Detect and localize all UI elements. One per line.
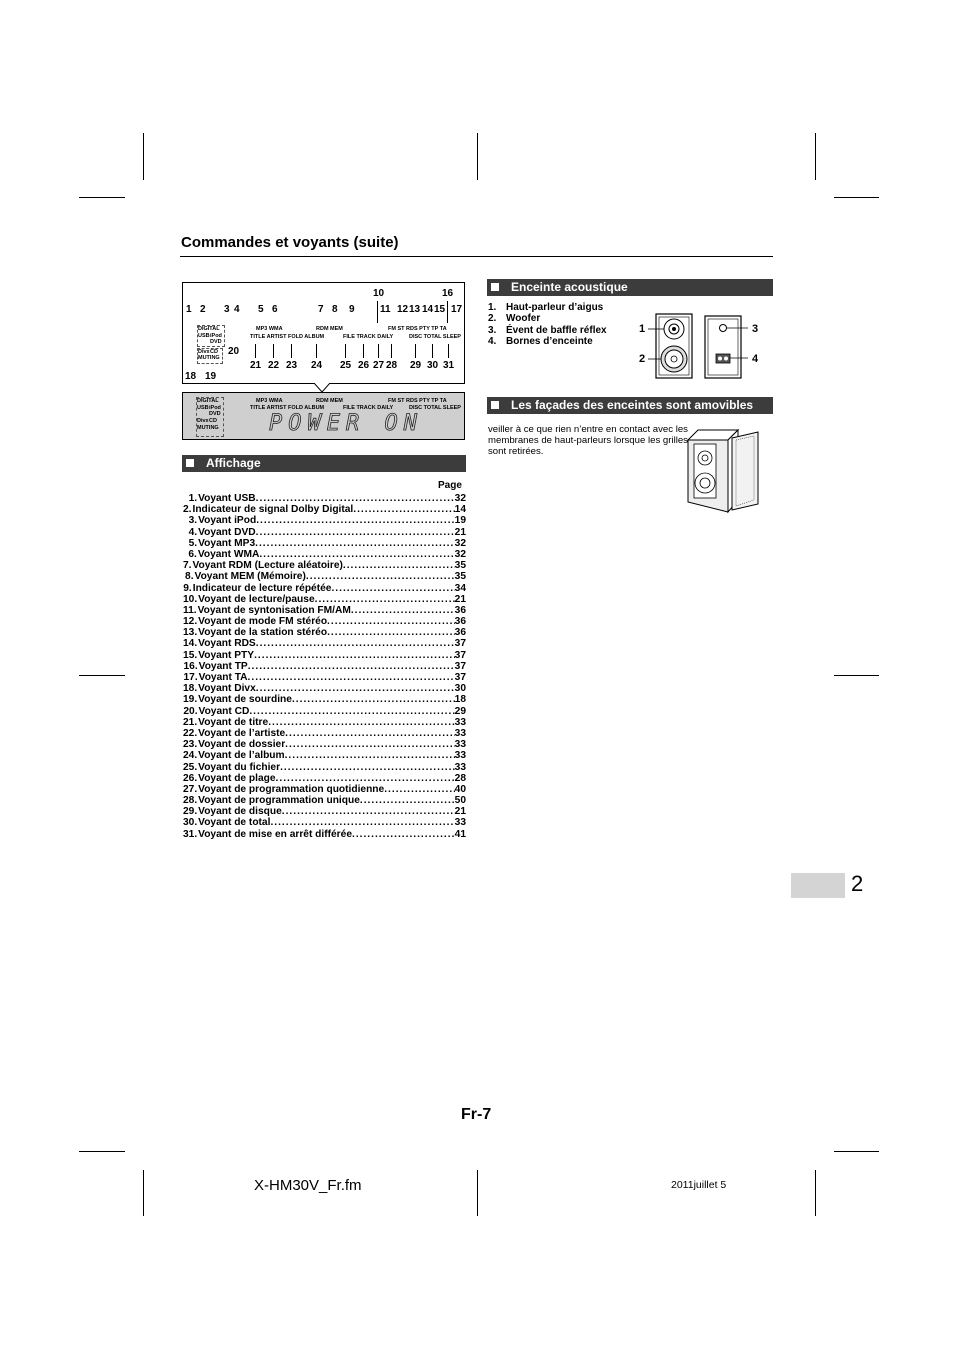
item-label: Voyant de programmation unique [198, 795, 360, 807]
list-item [183, 829, 466, 840]
indicator-row1b: RDM MEM [316, 326, 343, 332]
lcd-indicator-row2b: FILE TRACK DAILY [343, 405, 394, 411]
leader-dots [256, 515, 454, 526]
item-number: 23. [183, 739, 198, 751]
leader-dots [256, 527, 455, 538]
list-item [183, 661, 466, 672]
item-page: 21 [454, 526, 466, 538]
list-item [183, 627, 466, 638]
item-page: 30 [454, 683, 466, 695]
item-page: 19 [454, 515, 466, 527]
list-item [183, 717, 466, 728]
item-number: 22. [183, 727, 198, 739]
speaker-illustration [630, 312, 770, 382]
section-title: Commandes et voyants (suite) [181, 234, 399, 251]
item-label: Voyant TP [198, 660, 248, 672]
item-number: 1. [188, 493, 198, 504]
item-page: 36 [454, 616, 466, 628]
item-page: 50 [454, 795, 466, 807]
callout-10: 10 [373, 288, 385, 299]
list-item [183, 694, 466, 705]
callout-5: 5 [258, 304, 264, 315]
leader-dots [306, 571, 455, 582]
item-label: Indicateur de signal Dolby Digital [192, 504, 354, 516]
item-page: 36 [454, 627, 466, 639]
item-label: Voyant PTY [198, 649, 255, 661]
item-page: 33 [454, 727, 466, 739]
indicator-row1: MP3 WMA [256, 326, 283, 332]
item-label: Voyant de mode FM stéréo [198, 616, 328, 628]
item-number: 19. [183, 694, 198, 706]
leader-dots [327, 616, 455, 627]
callout-4: 4 [234, 304, 240, 315]
item-number: 16. [183, 660, 198, 672]
item-page: 33 [454, 761, 466, 773]
leader-dots [270, 817, 454, 828]
callout-tick [415, 344, 416, 358]
lcd-indicator-row1b: RDM MEM [316, 398, 343, 404]
crop-mark [834, 1151, 879, 1152]
chapter-number: 2 [851, 871, 864, 896]
speaker-grille-illustration [686, 428, 761, 518]
list-item [183, 538, 466, 549]
item-label: Voyant de dossier [198, 739, 286, 751]
crop-mark [143, 133, 144, 180]
item-page: 36 [454, 604, 466, 616]
page-number: Fr-7 [461, 1106, 492, 1123]
lcd-display [182, 392, 465, 440]
lcd-indicator-usb: USB [197, 405, 209, 411]
leader-dots [343, 560, 455, 571]
item-page: 32 [454, 493, 466, 504]
callout-3: 3 [224, 304, 230, 315]
callout-tick [447, 301, 448, 323]
chapter-tab [791, 873, 845, 898]
callout-tick [432, 344, 433, 358]
list-item [183, 750, 466, 761]
callout-21: 21 [250, 360, 262, 371]
item-page: 35 [454, 560, 466, 572]
list-item [183, 817, 466, 828]
callout-8: 8 [332, 304, 338, 315]
list-item [183, 583, 466, 594]
item-label: Voyant de programmation quotidienne [198, 783, 385, 795]
item-number: 7. [183, 560, 192, 572]
item-number: 14. [183, 638, 198, 650]
page-column-label: Page [438, 480, 462, 491]
list-item [183, 706, 466, 717]
item-number: 17. [183, 672, 198, 683]
item-number: 13. [183, 627, 198, 639]
item-page: 33 [454, 716, 466, 728]
list-item [183, 650, 466, 661]
item-label: Voyant RDM (Lecture aléatoire) [192, 560, 343, 572]
speaker-callout-2: 2 [639, 353, 646, 365]
callout-tick [448, 344, 449, 358]
callout-tick [291, 344, 292, 358]
list-item [183, 683, 466, 694]
item-label: Voyant iPod [198, 515, 257, 527]
indicator-ipod: iPod [210, 333, 222, 339]
item-number: 31. [183, 828, 198, 840]
item-label: Voyant de lecture/pause [198, 593, 315, 605]
item-number: 5. [188, 537, 198, 549]
indicator-muting: MUTING [198, 355, 220, 361]
item-label: Voyant MEM (Mémoire) [194, 571, 306, 583]
lcd-indicator-row2: TITLE ARTIST FOLD ALBUM [250, 405, 325, 411]
item-page: 32 [454, 537, 466, 549]
display-diagram [182, 282, 465, 384]
item-number: 10. [183, 593, 198, 605]
item-page: 40 [454, 783, 466, 795]
item-label: Voyant USB [198, 493, 256, 504]
callout-28: 28 [386, 360, 398, 371]
item-label: Voyant de sourdine [198, 694, 292, 706]
item-number: 30. [183, 817, 198, 829]
item-number: 20. [183, 705, 198, 717]
callout-22: 22 [268, 360, 280, 371]
indicator-row1c: FM ST RDS PTY TP TA [388, 326, 447, 332]
item-page: 18 [454, 694, 466, 706]
lcd-indicator-row1: MP3 WMA [256, 398, 283, 404]
item-number: 26. [183, 772, 198, 784]
item-number: 29. [183, 806, 198, 818]
enceinte-header [487, 279, 773, 296]
item-page: 33 [454, 817, 466, 829]
leader-dots [282, 806, 455, 817]
list-item [183, 784, 466, 795]
item-number: 8. [185, 571, 194, 583]
list-item: 4. Bornes d’enceinte [488, 336, 593, 348]
callout-18: 18 [185, 371, 197, 382]
affichage-header-label: Affichage [206, 456, 261, 470]
square-bullet-icon [186, 459, 194, 467]
indicator-row2: TITLE ARTIST FOLD ALBUM [250, 334, 325, 340]
item-number: 28. [183, 795, 198, 807]
callout-tick [377, 301, 378, 323]
item-label: Voyant de titre [198, 716, 269, 728]
item-page: 37 [454, 660, 466, 672]
indicator-digital: DIGITAL [198, 326, 220, 332]
callout-20: 20 [228, 346, 240, 357]
item-page: 21 [454, 593, 466, 605]
leader-dots [256, 638, 455, 649]
callout-tick [316, 344, 317, 358]
callout-31: 31 [443, 360, 455, 371]
callout-23: 23 [286, 360, 298, 371]
list-item: 1. Haut-parleur d’aigus [488, 302, 604, 313]
item-page: 37 [454, 672, 466, 683]
leader-dots [353, 504, 454, 515]
crop-mark [79, 1151, 125, 1152]
item-label: Voyant MP3 [198, 537, 256, 549]
crop-mark [79, 675, 125, 676]
speaker-callout-3: 3 [752, 323, 759, 335]
speaker-callout-4: 4 [752, 353, 759, 365]
callout-tick [273, 344, 274, 358]
list-item [183, 762, 466, 773]
leader-dots [254, 650, 455, 661]
leader-dots [248, 661, 455, 672]
leader-dots [327, 627, 455, 638]
callout-14: 14 [422, 304, 434, 315]
callout-13: 13 [409, 304, 421, 315]
leader-dots [352, 829, 455, 840]
leader-dots [256, 493, 455, 504]
enceinte-list [488, 302, 607, 348]
square-bullet-icon [491, 283, 499, 291]
item-page: 28 [454, 772, 466, 784]
list-item [183, 795, 466, 806]
callout-1: 1 [186, 304, 192, 315]
item-number: 3. [188, 515, 198, 527]
item-number: 27. [183, 783, 198, 795]
leader-dots [285, 728, 454, 739]
indicator-dvd: DVD [210, 339, 222, 345]
affichage-header [182, 455, 466, 472]
callout-25: 25 [340, 360, 352, 371]
callout-tick [255, 344, 256, 358]
item-label: Voyant de mise en arrêt différée [198, 828, 352, 840]
list-item: 3. Évent de baffle réflex [488, 324, 607, 336]
list-item [183, 773, 466, 784]
leader-dots [285, 750, 455, 761]
item-page: 37 [454, 649, 466, 661]
item-number: 18. [183, 683, 198, 695]
title-rule [180, 256, 773, 257]
leader-dots [315, 594, 455, 605]
item-number: 9. [183, 582, 192, 594]
facades-note: veiller à ce que rien n’entre en contact avec les membranes de haut-parleurs lorsque les grilles sont retirées. [488, 424, 688, 458]
item-label: Voyant de l’album [198, 750, 285, 762]
callout-15: 15 [434, 304, 446, 315]
list-item [183, 605, 466, 616]
item-label: Voyant DVD [198, 526, 256, 538]
lcd-indicator-cd: CD [209, 418, 217, 424]
item-label: Voyant TA [198, 672, 248, 683]
list-item [183, 672, 466, 683]
item-label: Indicateur de lecture répétée [192, 582, 332, 594]
callout-tick [391, 344, 392, 358]
list-item [183, 515, 466, 526]
lcd-indicator-muting: MUTING [197, 425, 219, 431]
list-item [183, 806, 466, 817]
leader-dots [351, 605, 455, 616]
item-page: 41 [454, 828, 466, 840]
item-label: Voyant de total [198, 817, 271, 829]
item-label: Voyant CD [198, 705, 250, 717]
facades-header-label: Les façades des enceintes sont amovibles [511, 398, 754, 412]
crop-mark [815, 1170, 816, 1216]
crop-mark [79, 197, 125, 198]
item-label: Voyant de l’artiste [198, 727, 286, 739]
item-page: 32 [454, 548, 466, 560]
lcd-text: POWER ON [269, 411, 423, 436]
item-number: 24. [183, 750, 198, 762]
indicator-row2b: FILE TRACK DAILY [343, 334, 394, 340]
item-label: Voyant RDS [198, 638, 256, 650]
callout-6: 6 [272, 304, 278, 315]
list-item [183, 493, 466, 504]
callout-tick [363, 344, 364, 358]
item-label: Voyant de disque [198, 806, 282, 818]
leader-dots [249, 706, 454, 717]
callout-24: 24 [311, 360, 323, 371]
item-page: 35 [454, 571, 466, 583]
list-item [183, 527, 466, 538]
leader-dots [292, 694, 455, 705]
callout-29: 29 [410, 360, 422, 371]
callout-11: 11 [380, 304, 391, 315]
lcd-indicator-divx: Divx [197, 418, 209, 424]
lcd-indicator-ipod: iPod [209, 405, 221, 411]
item-label: Voyant du fichier [198, 761, 281, 773]
list-item [183, 594, 466, 605]
crop-mark [834, 197, 879, 198]
callout-2: 2 [200, 304, 206, 315]
callout-26: 26 [358, 360, 370, 371]
item-number: 12. [183, 616, 198, 628]
crop-mark [477, 133, 478, 180]
item-label: Voyant de syntonisation FM/AM [197, 604, 351, 616]
item-page: 21 [454, 806, 466, 818]
indicator-row2c: DISC TOTAL SLEEP [409, 334, 461, 340]
item-page: 29 [454, 705, 466, 717]
indicator-divx: Divx [198, 349, 210, 355]
item-page: 33 [454, 739, 466, 751]
leader-dots [248, 672, 455, 683]
item-page: 37 [454, 638, 466, 650]
list-item [183, 560, 466, 571]
list-item [183, 739, 466, 750]
callout-16: 16 [442, 288, 454, 299]
list-item [183, 504, 466, 515]
item-number: 21. [183, 716, 198, 728]
item-label: Voyant de la station stéréo [198, 627, 328, 639]
speaker-callout-1: 1 [639, 323, 646, 335]
lcd-indicator-dvd: DVD [209, 411, 221, 417]
leader-dots [331, 583, 454, 594]
list-item: 2. Woofer [488, 313, 541, 325]
enceinte-header-label: Enceinte acoustique [511, 280, 628, 294]
leader-dots [285, 739, 454, 750]
callout-19: 19 [205, 371, 217, 382]
item-number: 25. [183, 761, 198, 773]
crop-mark [815, 133, 816, 180]
leader-dots [256, 683, 455, 694]
affichage-list [183, 493, 466, 840]
facades-header [487, 397, 773, 414]
list-item [183, 616, 466, 627]
crop-mark [477, 1170, 478, 1216]
callout-tick [345, 344, 346, 358]
lcd-indicator-row1c: FM ST RDS PTY TP TA [388, 398, 447, 404]
leader-dots [255, 538, 455, 549]
list-item [183, 549, 466, 560]
leader-dots [276, 773, 455, 784]
item-label: Voyant WMA [197, 548, 260, 560]
callout-12: 12 [397, 304, 409, 315]
lcd-indicator-digital: DIGITAL [197, 398, 219, 404]
item-label: Voyant de plage [198, 772, 276, 784]
item-number: 2. [183, 504, 192, 516]
leader-dots [268, 717, 454, 728]
item-page: 34 [454, 582, 466, 594]
square-bullet-icon [491, 401, 499, 409]
crop-mark [143, 1170, 144, 1216]
indicator-usb: USB [198, 333, 210, 339]
callout-27: 27 [373, 360, 385, 371]
leader-dots [360, 795, 455, 806]
leader-dots [280, 762, 455, 773]
item-page: 33 [454, 750, 466, 762]
list-item [183, 728, 466, 739]
leader-dots [259, 549, 454, 560]
item-number: 11. [183, 604, 197, 616]
lcd-indicator-row2c: DISC TOTAL SLEEP [409, 405, 461, 411]
item-number: 15. [183, 649, 198, 661]
list-item [183, 638, 466, 649]
footer-date: 2011juillet 5 [671, 1179, 727, 1191]
callout-tick [378, 344, 379, 358]
crop-mark [834, 675, 879, 676]
leader-dots [384, 784, 454, 795]
callout-7: 7 [318, 304, 324, 315]
callout-17: 17 [451, 304, 463, 315]
callout-30: 30 [427, 360, 439, 371]
item-number: 4. [188, 526, 198, 538]
list-item [183, 571, 466, 582]
item-label: Voyant Divx [198, 683, 256, 695]
item-number: 6. [188, 548, 197, 560]
indicator-cd: CD [210, 349, 218, 355]
callout-9: 9 [349, 304, 355, 315]
footer-file-name: X-HM30V_Fr.fm [254, 1177, 362, 1194]
item-page: 14 [454, 504, 466, 516]
